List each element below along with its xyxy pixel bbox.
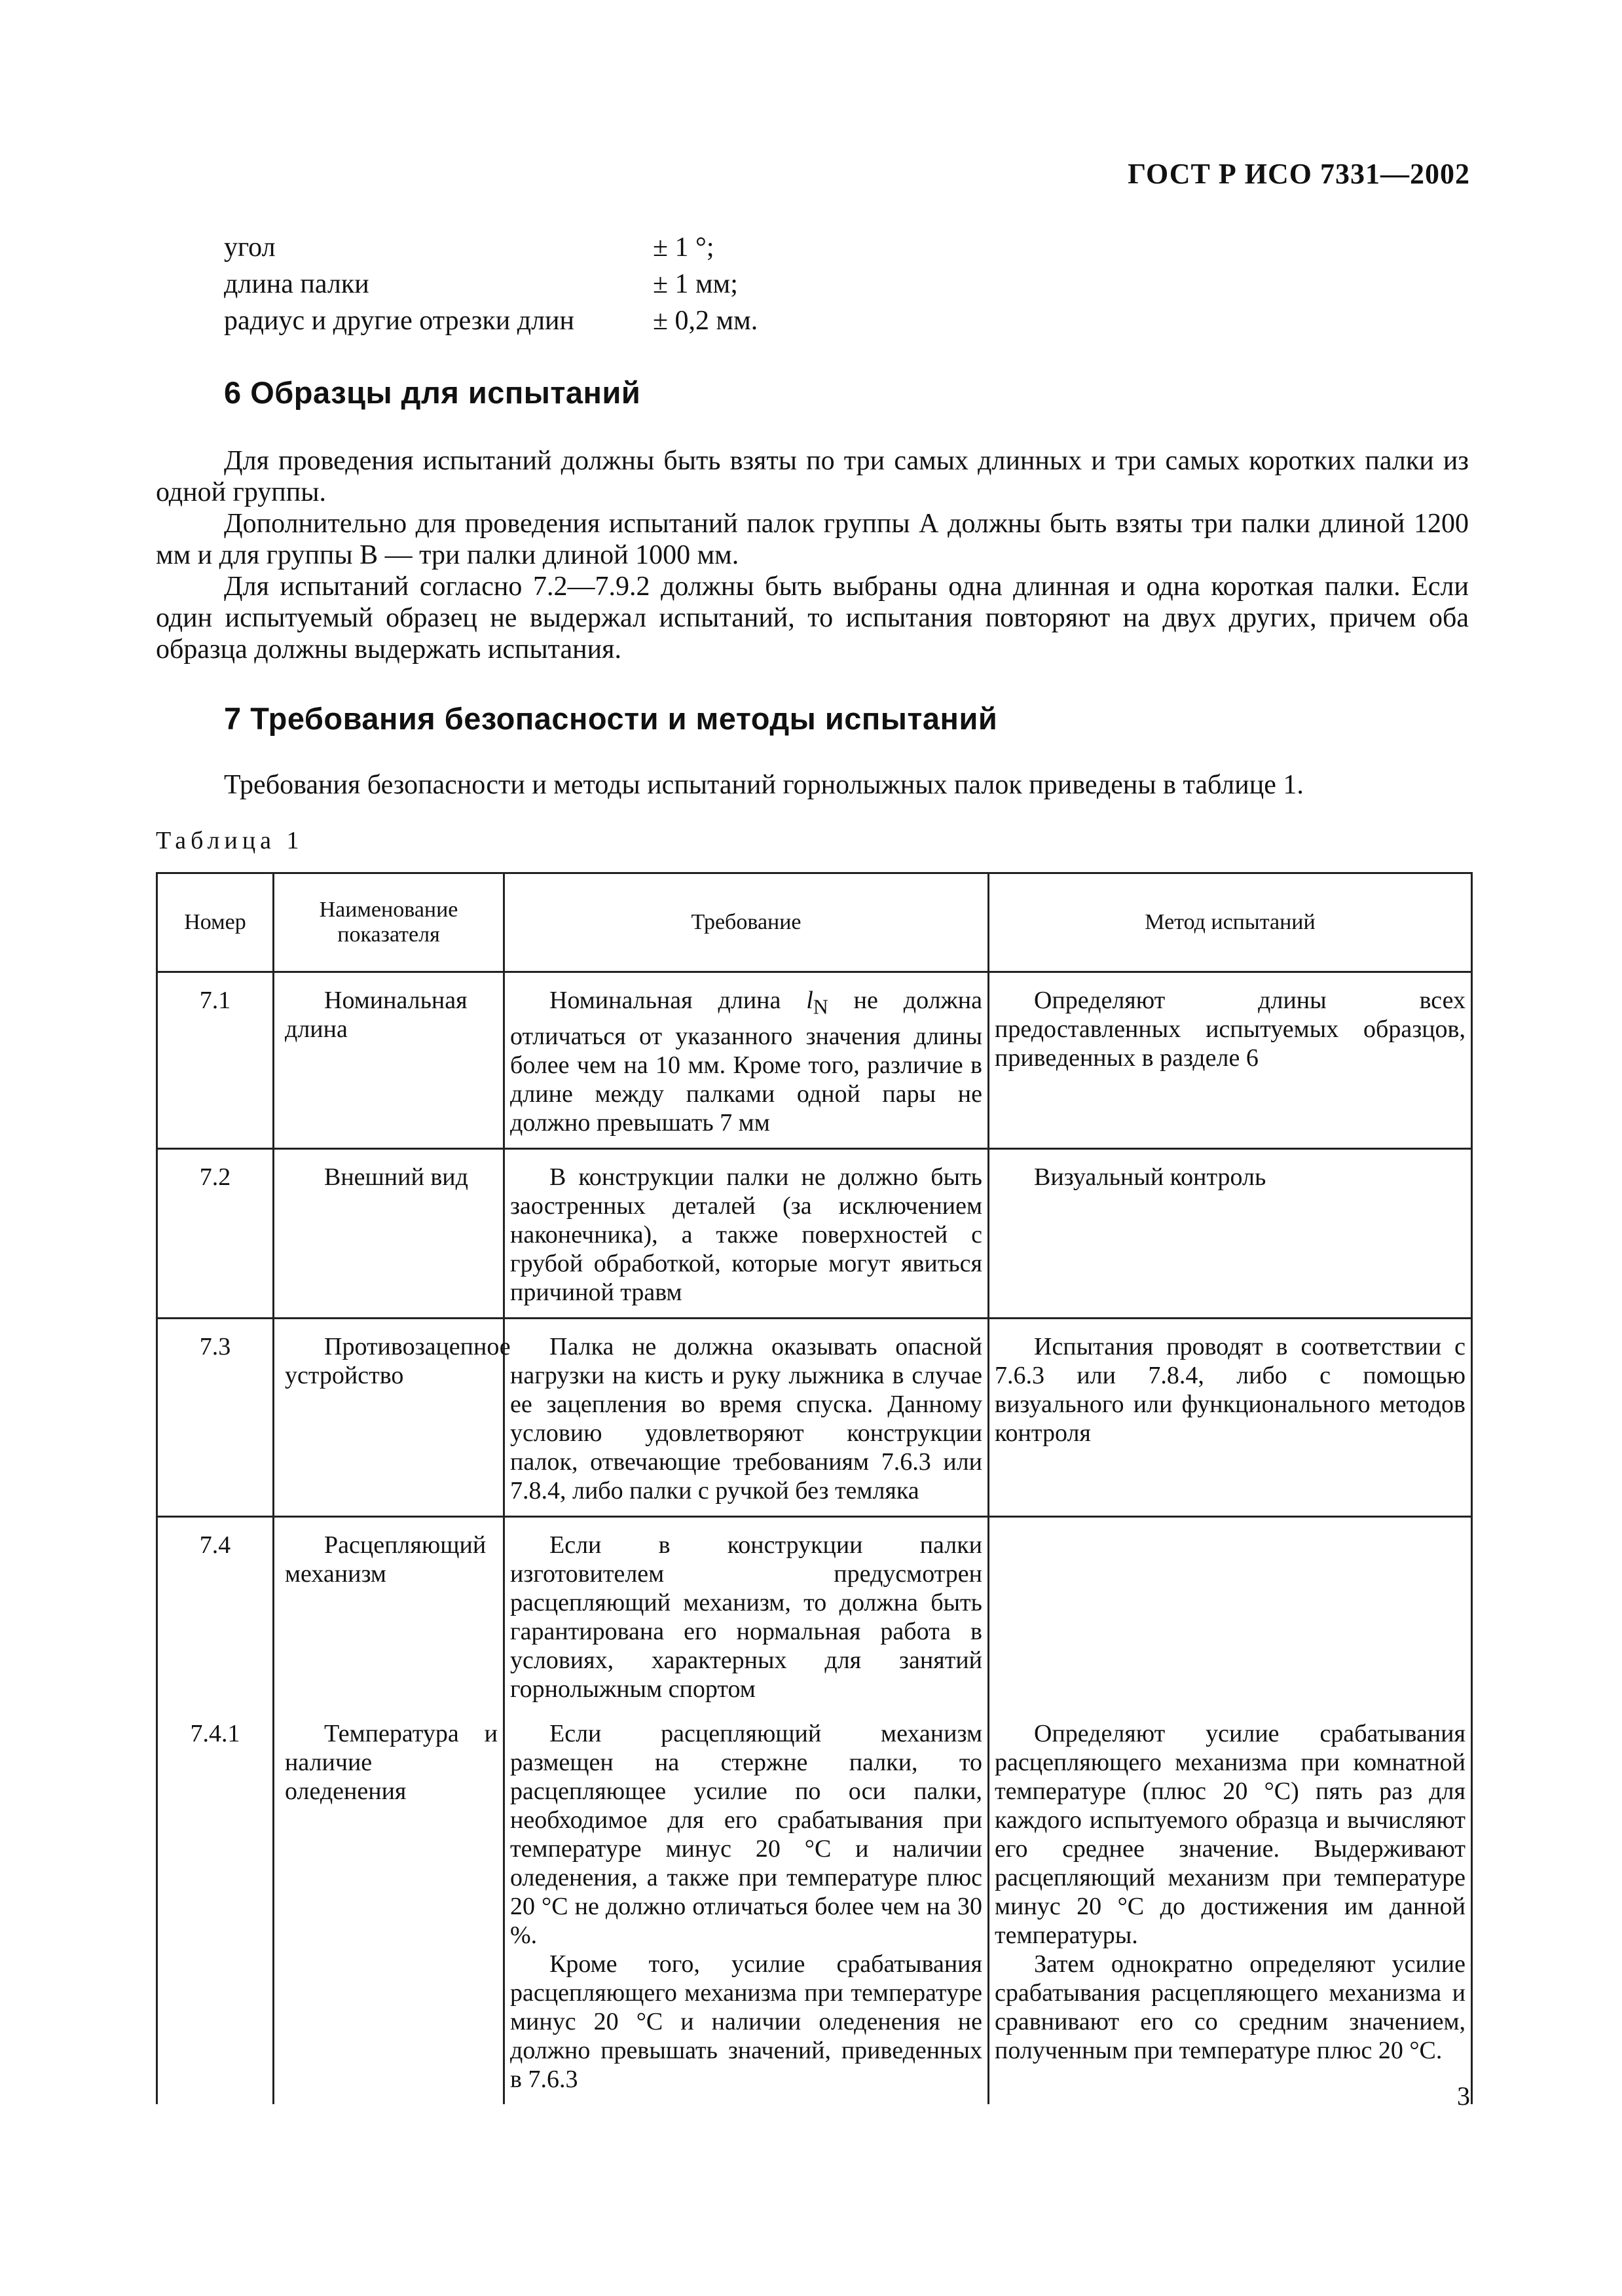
row-name-text: Расцепляющий механизм: [285, 1531, 487, 1588]
column-header-method: Метод испытаний: [989, 873, 1472, 972]
row-requirement: [504, 972, 989, 1149]
row-name-text: Противозацепное устройство: [285, 1332, 511, 1389]
requirement-text: Палка не должна оказывать опасной нагрузки на кисть и руку лыжника в случае ее зацепления во время спуска. Данному условию удовлетворяют конструкции палок, отвечающие требованиям 7.6.3 или 7.8.4, либо палки с ручкой без темляка: [510, 1332, 982, 1504]
table-row: [157, 1318, 1472, 1516]
requirement-text: Если в конструкции палки изготовителем предусмотрен расцепляющий механизм, то должна быть гарантирована его нормальная работа в условиях, характерных для занятий горнолыжным спортом: [510, 1531, 982, 1703]
row-number: 7.4.1: [157, 1714, 274, 2104]
row-requirement: [504, 1318, 989, 1516]
row-name-text: Внешний вид: [324, 1163, 468, 1191]
tolerance-row: [224, 229, 879, 266]
row-requirement: [504, 1148, 989, 1318]
requirement-text: В конструкции палки не должно быть заостренных деталей (за исключением наконечника), а также поверхностей с грубой обработкой, которые могут явиться причиной травм: [510, 1163, 982, 1306]
requirement-text: Если расцепляющий механизм размещен на стержне палки, то расцепляющее усилие по оси палки, необходимое для его срабатывания при температуре минус 20 °С и наличии оледенения, а также при температуре плюс 20 °С не должно отличаться более чем на 30 %.: [510, 1719, 982, 1949]
tolerance-name: радиус и другие отрезки длин: [224, 306, 574, 336]
table-row: [157, 1714, 1472, 2104]
tolerance-value: ± 1 мм;: [653, 269, 738, 299]
section-6-heading: 6 Образцы для испытаний: [224, 375, 641, 410]
column-header-requirement: Требование: [504, 873, 989, 972]
tolerance-name: угол: [224, 232, 276, 263]
row-method: [989, 1714, 1472, 2104]
paragraph: Для испытаний согласно 7.2—7.9.2 должны быть выбраны одна длинная и одна короткая палки. Если один испытуемый образец не выдержал испытаний, то испытания повторяют на двух других, причем оба образца должны выдержать испытания.: [156, 572, 1469, 665]
paragraph: Для проведения испытаний должны быть взяты по три самых длинных и три самых коротких палки из одной группы.: [156, 446, 1469, 507]
row-method: [989, 1148, 1472, 1318]
table-row: [157, 1148, 1472, 1318]
requirement-text-end: не должна отличаться от указанного значения длины более чем на 10 мм. Кроме того, различие в длине между палками одной пары не должно превышать 7 мм: [510, 987, 982, 1137]
table-row: [157, 972, 1472, 1149]
section-7-body: [156, 769, 1469, 801]
method-text: Визуальный контроль: [1034, 1163, 1266, 1191]
tolerance-value: ± 1 °;: [653, 232, 714, 263]
row-method: [989, 1318, 1472, 1516]
tolerance-list: [224, 229, 879, 339]
section-6-body: [156, 445, 1469, 665]
table-header-row: [157, 873, 1472, 972]
page-number: 3: [1457, 2081, 1470, 2111]
tolerance-name: длина палки: [224, 269, 369, 299]
row-name-text: Номинальная длина: [285, 987, 468, 1043]
method-text: Определяют усилие срабатывания расцепляющего механизма при комнатной температуре (плюс 20 °С) пять раз для каждого испытуемого образца и вычисляют его среднее значение. Выдерживают расцепляющий механизм при температуре минус 20 °С до достижения им данной температуры.: [995, 1719, 1465, 1949]
method-text: Затем однократно определяют усилие срабатывания расцепляющего механизма и сравнивают его со средним значением, полученным при температуре плюс 20 °С.: [995, 1950, 1465, 2064]
row-number: 7.4: [157, 1516, 274, 1714]
requirements-table: [156, 872, 1471, 2104]
column-header-number: Номер: [157, 873, 274, 972]
row-name: [274, 1516, 504, 1714]
row-number: 7.1: [157, 972, 274, 1149]
row-method: [989, 1516, 1472, 1714]
table-caption: Таблица 1: [156, 827, 304, 854]
length-symbol: l: [806, 987, 813, 1014]
row-method: [989, 972, 1472, 1149]
row-requirement: [504, 1714, 989, 2104]
row-name: [274, 1318, 511, 1516]
section-7-heading: 7 Требования безопасности и методы испытаний: [224, 701, 998, 736]
row-number: 7.3: [157, 1318, 274, 1516]
paragraph: Требования безопасности и методы испытаний горнолыжных палок приведены в таблице 1.: [224, 770, 1304, 800]
tolerance-row: [224, 266, 879, 302]
paragraph: Дополнительно для проведения испытаний палок группы А должны быть взяты три палки длиной 1200 мм и для группы В — три палки длиной 1000 мм.: [156, 509, 1469, 570]
requirement-text: [510, 986, 982, 1137]
table-row: [157, 1516, 1472, 1714]
method-text: Испытания проводят в соответствии с 7.6.3 или 7.8.4, либо с помощью визуального или функционального методов контроля: [995, 1332, 1465, 1447]
row-name: [274, 1148, 504, 1318]
tolerance-value: ± 0,2 мм.: [653, 306, 758, 336]
row-name-text: Температура и наличие оледенения: [285, 1719, 498, 1805]
method-text: Определяют длины всех предоставленных испытуемых образцов, приведенных в разделе 6: [995, 987, 1465, 1072]
row-number: 7.2: [157, 1148, 274, 1318]
row-requirement: [504, 1516, 989, 1714]
requirement-text-start: Номинальная длина: [549, 987, 807, 1014]
row-name: [274, 972, 504, 1149]
requirement-text: Кроме того, усилие срабатывания расцепляющего механизма при температуре минус 20 °С и наличии оледенения не должно превышать значений, приведенных в 7.6.3: [510, 1950, 982, 2093]
tolerance-row: [224, 302, 879, 339]
standard-code-header: ГОСТ Р ИСО 7331—2002: [1128, 158, 1470, 190]
length-subscript: N: [813, 995, 828, 1019]
row-name: [274, 1714, 504, 2104]
column-header-name: Наименование показателя: [274, 873, 504, 972]
